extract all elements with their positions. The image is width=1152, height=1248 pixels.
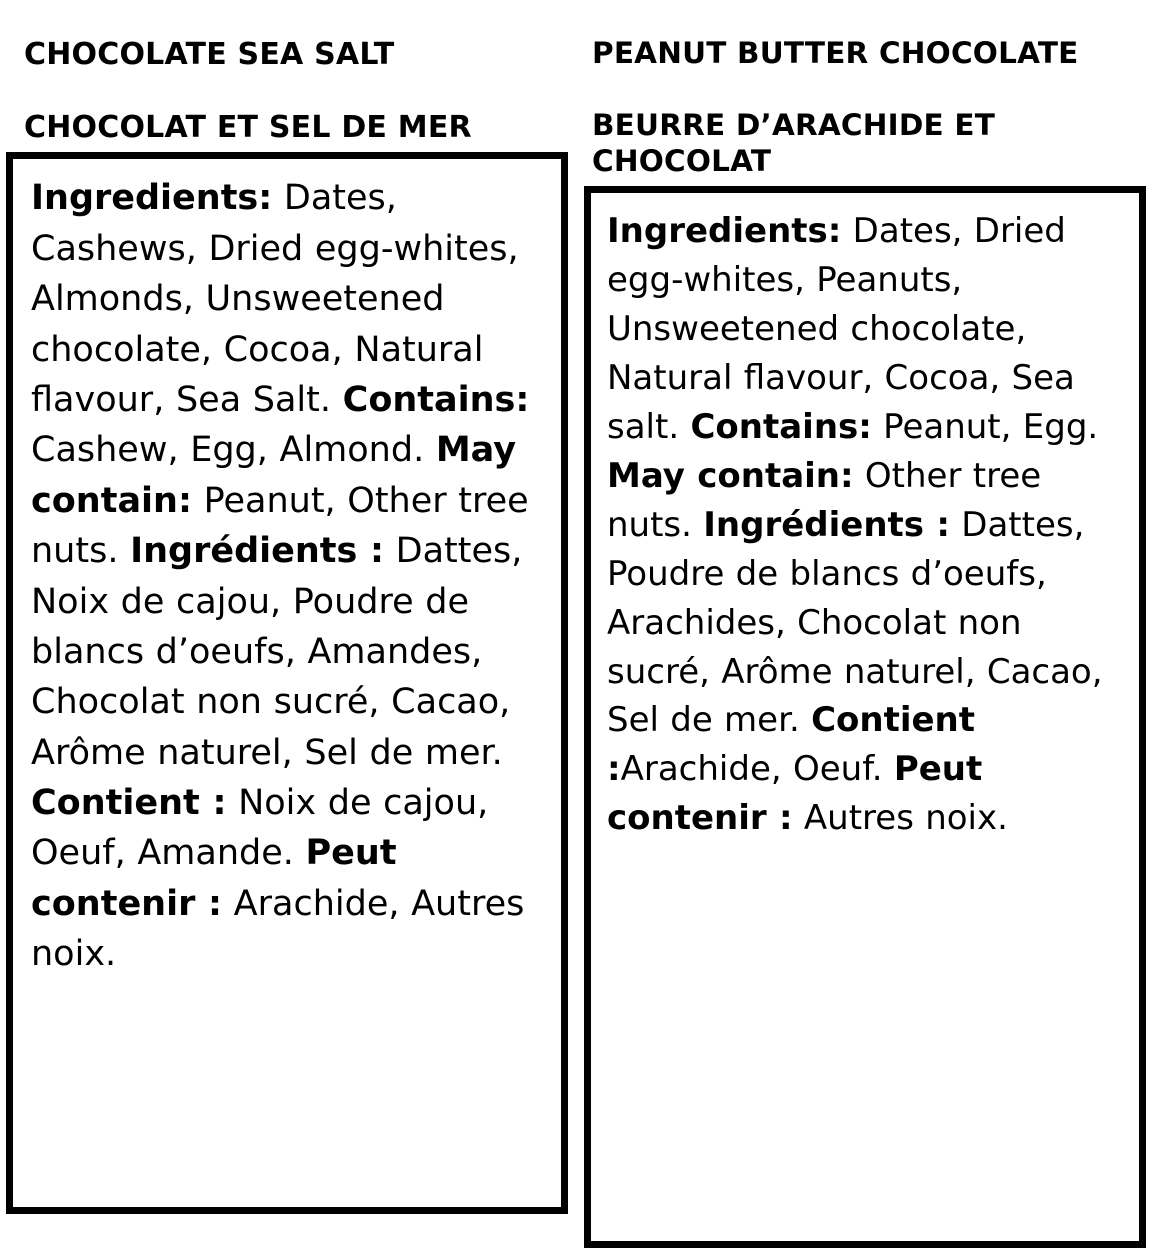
segment-body-ingredients-en: Dates, Cashews, Dried egg-whites, Almonds, Unsweetened chocolate, Cocoa, Natural flavour, Sea Salt.: [31, 178, 519, 420]
panel-title-english: PEANUT BUTTER CHOCOLATE: [592, 35, 1079, 70]
segment-body-may-contain-en: Peanut, Other tree nuts.: [31, 480, 529, 572]
panel-title-english: CHOCOLATE SEA SALT: [24, 36, 395, 72]
segment-body-peut-contenir-fr: Autres noix.: [792, 798, 1008, 839]
segment-label-peut-contenir-fr: Peut contenir :: [31, 833, 397, 924]
segment-label-contains-en: Contains:: [342, 379, 530, 420]
segment-label-contient-fr: Contient :: [31, 783, 227, 824]
panel-peanut-butter-chocolate: [584, 0, 1146, 1248]
ingredients-text-peanut-butter-chocolate: [607, 207, 1129, 843]
segment-body-contient-fr: Arachide, Oeuf.: [620, 749, 894, 790]
segment-label-ingredients-fr: Ingrédients :: [130, 531, 385, 572]
segment-label-ingredients-en: Ingredients:: [31, 178, 273, 219]
segment-label-may-contain-en: May contain:: [31, 430, 517, 521]
segment-body-peut-contenir-fr: Arachide, Autres noix.: [31, 883, 525, 975]
panel-chocolate-sea-salt: [6, 0, 568, 1214]
segment-contient-fr: [31, 783, 488, 873]
segment-label-ingredients-fr: Ingrédients :: [703, 504, 950, 545]
segment-label-contient-fr: Contient :: [607, 700, 976, 790]
panel-title-peanut-butter-chocolate: [584, 0, 1146, 186]
segment-label-ingredients-en: Ingredients:: [607, 210, 842, 251]
segment-contains-en: [690, 407, 1098, 447]
segment-label-may-contain-en: May contain:: [607, 455, 854, 496]
segment-body-contient-fr: Noix de cajou, Oeuf, Amande.: [31, 783, 489, 874]
ingredients-box-peanut-butter-chocolate: [584, 186, 1146, 1248]
panel-title-chocolate-sea-salt: [6, 0, 568, 152]
panel-title-french: BEURRE D’ARACHIDE ET CHOCOLAT: [592, 107, 996, 178]
segment-body-contains-en: Cashew, Egg, Almond.: [31, 430, 436, 471]
segment-body-contains-en: Peanut, Egg.: [871, 406, 1099, 447]
segment-body-ingredients-en: Dates, Dried egg-whites, Peanuts, Unsweetened chocolate, Natural flavour, Cocoa, Sea salt.: [607, 210, 1075, 447]
segment-body-ingredients-fr: Dattes, Noix de cajou, Poudre de blancs d’oeufs, Amandes, Chocolat non sucré, Cacao, Arôme naturel, Sel de mer.: [31, 531, 523, 773]
ingredients-text-chocolate-sea-salt: [31, 173, 551, 979]
segment-body-may-contain-en: Other tree nuts.: [607, 455, 1042, 545]
ingredients-box-chocolate-sea-salt: [6, 152, 568, 1214]
panel-title-french: CHOCOLAT ET SEL DE MER: [24, 109, 472, 145]
segment-label-contains-en: Contains:: [690, 406, 872, 447]
segment-label-peut-contenir-fr: Peut contenir :: [607, 749, 983, 839]
segment-body-ingredients-fr: Dattes, Poudre de blancs d’oeufs, Arachides, Chocolat non sucré, Arôme naturel, Cacao, Sel de mer.: [607, 504, 1103, 741]
